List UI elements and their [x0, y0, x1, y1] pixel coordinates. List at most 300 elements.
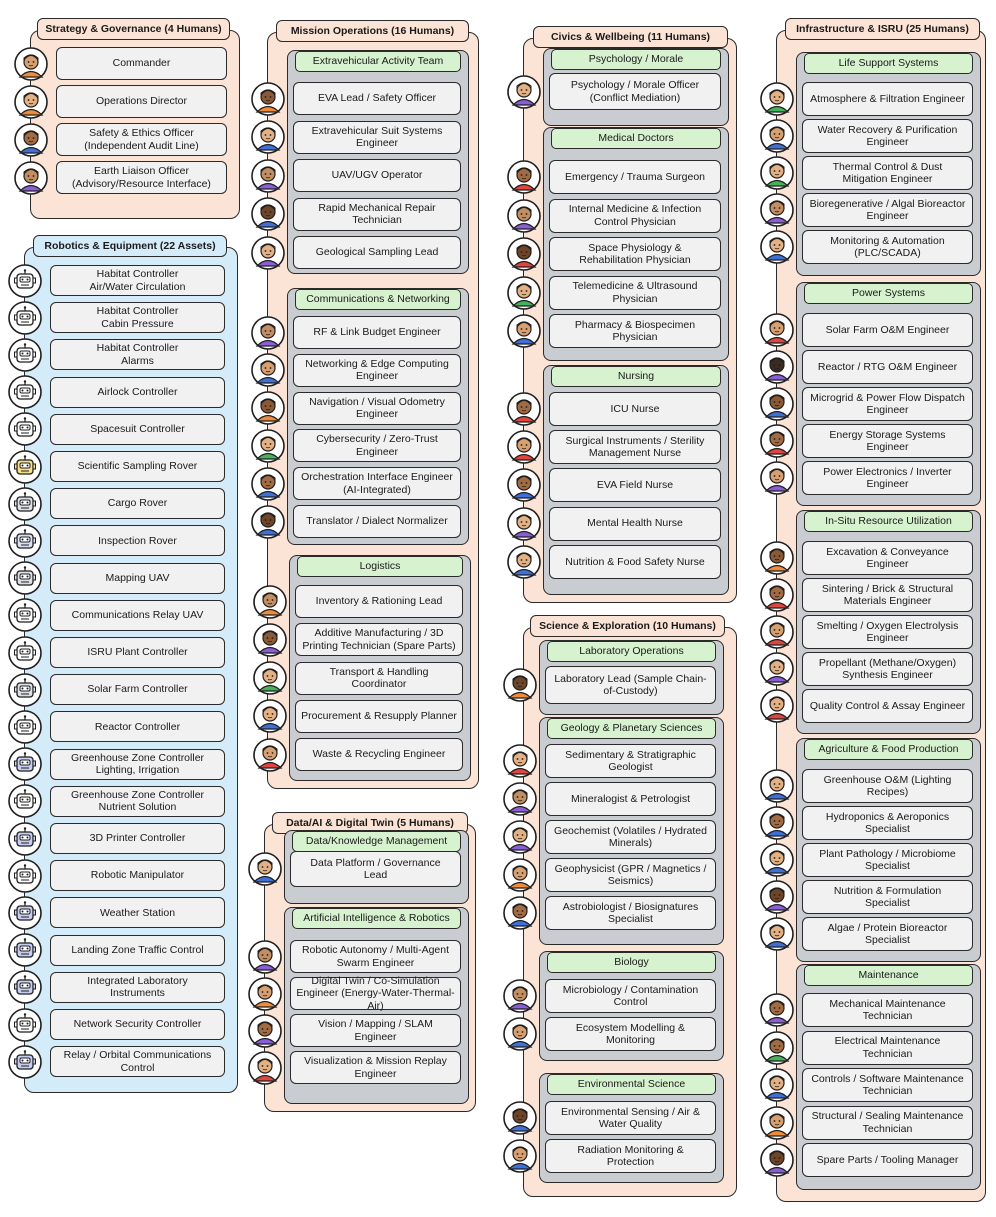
section-title: Mission Operations (16 Humans) [276, 20, 469, 42]
role-card [802, 806, 973, 840]
person-avatar-icon [503, 896, 537, 930]
role-label: Greenhouse O&M (Lighting Recipes) [823, 773, 952, 798]
person-avatar-icon [507, 75, 541, 109]
group-title: In-Situ Resource Utilization [804, 511, 973, 532]
role-card [50, 749, 225, 780]
person-avatar-icon [503, 1101, 537, 1135]
robot-avatar-icon [8, 598, 42, 632]
group-title: Environmental Science [547, 1074, 716, 1095]
person-avatar-icon [507, 545, 541, 579]
role-label: Safety & Ethics Officer (Independent Audit Line) [84, 127, 199, 152]
group-title: Agriculture & Food Production [804, 739, 973, 760]
role-label: Laboratory Lead (Sample Chain- of-Custody) [554, 672, 707, 697]
role-card [802, 843, 973, 877]
person-avatar-icon [248, 1051, 282, 1085]
role-label: Operations Director [95, 95, 188, 108]
role-label: Controls / Software Maintenance Technician [811, 1072, 964, 1097]
section-title: Infrastructure & ISRU (25 Humans) [785, 18, 980, 40]
role-card [50, 1009, 225, 1040]
role-label: RF & Link Budget Engineer [313, 326, 441, 339]
group-title: Logistics [297, 556, 463, 577]
role-card [549, 199, 721, 233]
role-label: Habitat Controller Alarms [96, 342, 179, 367]
group-title: Laboratory Operations [547, 641, 716, 662]
role-label: Weather Station [99, 906, 176, 919]
person-avatar-icon [251, 236, 285, 270]
role-card [802, 424, 973, 458]
role-label: Network Security Controller [73, 1018, 202, 1031]
person-avatar-icon [253, 623, 287, 657]
person-avatar-icon [760, 424, 794, 458]
role-card [802, 917, 973, 951]
person-avatar-icon [253, 661, 287, 695]
role-card [56, 85, 227, 118]
person-avatar-icon [248, 1014, 282, 1048]
person-avatar-icon [253, 585, 287, 619]
role-label: UAV/UGV Operator [331, 169, 423, 182]
role-card [802, 541, 973, 575]
role-card [549, 468, 721, 502]
role-label: Rapid Mechanical Repair Technician [318, 201, 436, 226]
person-avatar-icon [507, 237, 541, 271]
role-card [50, 1046, 225, 1077]
role-card [802, 769, 973, 803]
person-avatar-icon [760, 917, 794, 951]
robot-avatar-icon [8, 450, 42, 484]
person-avatar-icon [760, 806, 794, 840]
role-label: Additive Manufacturing / 3D Printing Technician (Spare Parts) [302, 627, 456, 652]
person-avatar-icon [503, 744, 537, 778]
role-card [802, 993, 973, 1027]
role-card [549, 545, 721, 579]
role-label: Atmosphere & Filtration Engineer [810, 92, 965, 105]
robot-avatar-icon [8, 859, 42, 893]
person-avatar-icon [507, 160, 541, 194]
role-label: Navigation / Visual Odometry Engineer [309, 395, 445, 421]
role-card [802, 82, 973, 116]
role-label: Structural / Sealing Maintenance Technician [811, 1110, 964, 1135]
role-card [50, 414, 225, 445]
role-card [293, 429, 461, 462]
role-label: Geochemist (Volatiles / Hydrated Minerals) [554, 824, 707, 849]
person-avatar-icon [14, 161, 48, 195]
section-title: Robotics & Equipment (22 Assets) [33, 235, 227, 257]
role-label: Habitat Controller Cabin Pressure [96, 305, 179, 330]
role-card [802, 313, 973, 347]
role-label: ICU Nurse [610, 402, 660, 415]
robot-avatar-icon [8, 636, 42, 670]
role-label: EVA Lead / Safety Officer [317, 92, 437, 105]
role-label: Mineralogist & Petrologist [570, 792, 691, 805]
role-card [295, 738, 463, 771]
person-avatar-icon [760, 1068, 794, 1102]
role-label: Inventory & Rationing Lead [315, 595, 443, 608]
role-label: Orchestration Interface Engineer (AI-Integrated) [301, 471, 453, 496]
person-avatar-icon [507, 468, 541, 502]
role-card [293, 467, 461, 500]
person-avatar-icon [251, 429, 285, 463]
role-label: Mapping UAV [105, 571, 170, 584]
role-card [50, 265, 225, 296]
robot-avatar-icon [8, 487, 42, 521]
robot-avatar-icon [8, 561, 42, 595]
role-label: Nutrition & Formulation Specialist [833, 884, 942, 909]
role-card [50, 711, 225, 742]
role-card [545, 782, 716, 816]
role-label: EVA Field Nurse [596, 479, 674, 492]
section-title: Data/AI & Digital Twin (5 Humans) [272, 812, 468, 834]
role-card [545, 979, 716, 1013]
role-card [545, 666, 716, 704]
person-avatar-icon [503, 782, 537, 816]
role-label: Geological Sampling Lead [315, 246, 439, 259]
role-card [545, 1101, 716, 1135]
role-label: Environmental Sensing / Air & Water Quality [561, 1105, 700, 1130]
role-card [50, 488, 225, 519]
person-avatar-icon [503, 668, 537, 702]
role-label: Inspection Rover [98, 534, 177, 547]
robot-avatar-icon [8, 301, 42, 335]
role-card [50, 339, 225, 370]
robot-avatar-icon [8, 710, 42, 744]
role-card [549, 276, 721, 310]
person-avatar-icon [507, 392, 541, 426]
role-card [549, 237, 721, 271]
person-avatar-icon [760, 689, 794, 723]
role-label: Communications Relay UAV [71, 609, 204, 622]
role-card [293, 82, 461, 115]
role-card [50, 563, 225, 594]
person-avatar-icon [14, 123, 48, 157]
role-card [295, 662, 463, 695]
role-card [802, 230, 973, 264]
role-card [50, 674, 225, 705]
role-card [545, 744, 716, 778]
person-avatar-icon [251, 82, 285, 116]
person-avatar-icon [760, 993, 794, 1027]
role-card [293, 316, 461, 349]
robot-avatar-icon [8, 822, 42, 856]
robot-avatar-icon [8, 933, 42, 967]
role-label: Internal Medicine & Infection Control Physician [568, 203, 702, 228]
person-avatar-icon [251, 353, 285, 387]
role-card [549, 314, 721, 348]
role-label: Emergency / Trauma Surgeon [564, 170, 706, 183]
person-avatar-icon [248, 977, 282, 1011]
role-label: Cargo Rover [107, 497, 168, 510]
role-label: Relay / Orbital Communications Control [63, 1049, 212, 1074]
robot-avatar-icon [8, 375, 42, 409]
role-card [293, 198, 461, 231]
group-title: Psychology / Morale [551, 49, 721, 70]
role-card [50, 600, 225, 631]
role-label: Sintering / Brick & Structural Materials Engineer [821, 582, 954, 607]
person-avatar-icon [760, 230, 794, 264]
role-card [50, 823, 225, 854]
robot-avatar-icon [8, 784, 42, 818]
person-avatar-icon [503, 1139, 537, 1173]
person-avatar-icon [760, 578, 794, 612]
person-avatar-icon [503, 979, 537, 1013]
role-card [549, 507, 721, 541]
person-avatar-icon [251, 467, 285, 501]
role-label: Transport & Handling Coordinator [329, 665, 429, 691]
role-card [50, 525, 225, 556]
role-card [545, 1017, 716, 1051]
role-label: Bioregenerative / Algal Bioreactor Engineer [809, 197, 966, 222]
role-card [545, 896, 716, 930]
role-label: Earth Liaison Officer (Advisory/Resource Interface) [72, 165, 211, 190]
role-label: Microbiology / Contamination Control [562, 983, 699, 1008]
person-avatar-icon [760, 313, 794, 347]
person-avatar-icon [248, 852, 282, 886]
role-label: Extravehicular Suit Systems Engineer [311, 124, 443, 149]
role-label: Mechanical Maintenance Technician [829, 997, 946, 1022]
robot-avatar-icon [8, 747, 42, 781]
person-avatar-icon [507, 430, 541, 464]
role-label: Solar Farm O&M Engineer [825, 323, 950, 336]
role-card [802, 652, 973, 686]
robot-avatar-icon [8, 970, 42, 1004]
role-label: Hydroponics & Aeroponics Specialist [825, 810, 950, 835]
role-card [290, 1051, 461, 1084]
person-avatar-icon [760, 82, 794, 116]
role-label: Radiation Monitoring & Protection [577, 1143, 684, 1168]
role-card [549, 160, 721, 194]
role-card [802, 119, 973, 153]
role-label: Reactor Controller [94, 720, 181, 733]
role-label: Reactor / RTG O&M Engineer [817, 360, 958, 373]
role-label: Electrical Maintenance Technician [834, 1035, 941, 1060]
role-label: Space Physiology & Rehabilitation Physician [579, 241, 691, 266]
person-avatar-icon [760, 193, 794, 227]
person-avatar-icon [14, 85, 48, 119]
role-label: Landing Zone Traffic Control [71, 943, 204, 956]
role-card [802, 193, 973, 227]
person-avatar-icon [760, 387, 794, 421]
person-avatar-icon [503, 1017, 537, 1051]
group-title: Communications & Networking [295, 289, 461, 310]
person-avatar-icon [760, 156, 794, 190]
role-label: Sedimentary & Stratigraphic Geologist [565, 748, 696, 773]
role-card [295, 585, 463, 618]
role-card [50, 860, 225, 891]
person-avatar-icon [760, 769, 794, 803]
person-avatar-icon [760, 843, 794, 877]
role-label: Quality Control & Assay Engineer [809, 699, 966, 712]
role-card [290, 974, 461, 1012]
group-title: Nursing [551, 366, 721, 387]
role-label: Robotic Autonomy / Multi-Agent Swarm Engineer [301, 944, 450, 969]
person-avatar-icon [760, 350, 794, 384]
role-card [50, 786, 225, 817]
role-card [545, 858, 716, 892]
role-label: Water Recovery & Purification Engineer [817, 123, 958, 148]
person-avatar-icon [251, 120, 285, 154]
person-avatar-icon [507, 314, 541, 348]
role-card [50, 972, 225, 1003]
role-card [56, 161, 227, 194]
role-card [549, 392, 721, 426]
person-avatar-icon [251, 391, 285, 425]
role-label: Networking & Edge Computing Engineer [305, 357, 449, 383]
role-card [802, 156, 973, 190]
role-card [293, 121, 461, 154]
person-avatar-icon [251, 197, 285, 231]
role-label: Mental Health Nurse [587, 517, 683, 530]
group-title: Medical Doctors [551, 128, 721, 149]
role-label: Translator / Dialect Normalizer [306, 515, 448, 528]
role-card [549, 430, 721, 464]
role-label: ISRU Plant Controller [87, 646, 188, 659]
role-label: Surgical Instruments / Sterility Management Nurse [565, 434, 705, 460]
role-label: Habitat Controller Air/Water Circulation [89, 268, 186, 293]
role-card [802, 387, 973, 421]
group-title: Power Systems [804, 283, 973, 304]
role-card [50, 451, 225, 482]
role-label: Plant Pathology / Microbiome Specialist [819, 847, 956, 872]
role-card [50, 377, 225, 408]
role-label: Telemedicine & Ultrasound Physician [572, 280, 698, 305]
role-label: Ecosystem Modelling & Monitoring [575, 1021, 686, 1046]
section-title: Strategy & Governance (4 Humans) [37, 18, 230, 40]
section-title: Civics & Wellbeing (11 Humans) [533, 26, 728, 48]
person-avatar-icon [760, 1031, 794, 1065]
robot-avatar-icon [8, 1045, 42, 1079]
role-card [50, 637, 225, 668]
role-card [295, 623, 463, 656]
role-card [802, 461, 973, 495]
role-label: Visualization & Mission Replay Engineer [304, 1055, 447, 1080]
role-card [56, 123, 227, 156]
role-label: Greenhouse Zone Controller Lighting, Irrigation [70, 751, 205, 777]
person-avatar-icon [760, 119, 794, 153]
role-label: Commander [112, 57, 171, 70]
role-card [802, 615, 973, 649]
group-title: Artificial Intelligence & Robotics [292, 908, 461, 929]
role-card [290, 1014, 461, 1047]
role-label: Solar Farm Controller [87, 683, 188, 696]
person-avatar-icon [760, 652, 794, 686]
person-avatar-icon [507, 276, 541, 310]
role-card [50, 897, 225, 928]
role-label: Monitoring & Automation (PLC/SCADA) [830, 234, 945, 259]
role-label: Robotic Manipulator [90, 869, 185, 882]
role-label: Digital Twin / Co-Simulation Engineer (Energy-Water-Thermal- Air) [296, 974, 455, 1012]
role-label: Greenhouse Zone Controller Nutrient Solution [70, 788, 205, 814]
person-avatar-icon [760, 461, 794, 495]
role-label: Power Electronics / Inverter Engineer [823, 465, 952, 490]
robot-avatar-icon [8, 524, 42, 558]
person-avatar-icon [760, 1106, 794, 1140]
role-label: Pharmacy & Biospecimen Physician [574, 318, 696, 343]
role-card [50, 935, 225, 966]
role-card [802, 1031, 973, 1065]
person-avatar-icon [760, 880, 794, 914]
role-card [545, 820, 716, 854]
person-avatar-icon [253, 738, 287, 772]
group-title: Maintenance [804, 965, 973, 986]
robot-avatar-icon [8, 673, 42, 707]
role-card [802, 1068, 973, 1102]
group-title: Life Support Systems [804, 53, 973, 74]
role-label: 3D Printer Controller [89, 832, 186, 845]
group-title: Data/Knowledge Management [292, 831, 461, 852]
robot-avatar-icon [8, 412, 42, 446]
person-avatar-icon [503, 858, 537, 892]
role-label: Microgrid & Power Flow Dispatch Engineer [810, 391, 965, 416]
person-avatar-icon [251, 505, 285, 539]
person-avatar-icon [760, 615, 794, 649]
role-label: Vision / Mapping / SLAM Engineer [318, 1018, 433, 1043]
role-label: Waste & Recycling Engineer [312, 748, 446, 761]
role-card [802, 1143, 973, 1177]
role-label: Scientific Sampling Rover [77, 460, 198, 473]
group-title: Extravehicular Activity Team [295, 51, 461, 72]
role-card [545, 1139, 716, 1173]
person-avatar-icon [251, 316, 285, 350]
role-card [802, 689, 973, 723]
person-avatar-icon [248, 940, 282, 974]
role-card [293, 236, 461, 269]
role-card [549, 73, 721, 110]
role-card [290, 940, 461, 973]
role-card [802, 1106, 973, 1140]
role-label: Spacesuit Controller [90, 423, 185, 436]
robot-avatar-icon [8, 338, 42, 372]
person-avatar-icon [760, 1143, 794, 1177]
person-avatar-icon [503, 820, 537, 854]
role-label: Smelting / Oxygen Electrolysis Engineer [816, 619, 959, 644]
role-card [295, 700, 463, 733]
role-label: Energy Storage Systems Engineer [829, 428, 946, 453]
role-card [50, 302, 225, 333]
person-avatar-icon [507, 199, 541, 233]
person-avatar-icon [251, 159, 285, 193]
role-card [290, 851, 461, 887]
person-avatar-icon [253, 699, 287, 733]
robot-avatar-icon [8, 896, 42, 930]
robot-avatar-icon [8, 264, 42, 298]
robot-avatar-icon [8, 1008, 42, 1042]
role-card [802, 350, 973, 384]
role-card [293, 392, 461, 425]
role-card [293, 159, 461, 192]
role-label: Propellant (Methane/Oxygen) Synthesis Engineer [818, 656, 957, 681]
role-card [802, 880, 973, 914]
role-label: Data Platform / Governance Lead [310, 856, 441, 881]
role-label: Astrobiologist / Biosignatures Specialist [562, 900, 699, 925]
role-label: Psychology / Morale Officer (Conflict Mediation) [570, 79, 700, 104]
person-avatar-icon [507, 507, 541, 541]
role-label: Thermal Control & Dust Mitigation Engineer [832, 160, 943, 185]
role-label: Geophysicist (GPR / Magnetics / Seismics) [554, 862, 707, 887]
section-panel-robotics-equipment-22-assets [24, 247, 238, 1093]
role-card [293, 354, 461, 387]
role-label: Airlock Controller [97, 385, 178, 398]
group-title: Geology & Planetary Sciences [547, 718, 716, 739]
role-label: Integrated Laboratory Instruments [87, 974, 188, 1000]
section-title: Science & Exploration (10 Humans) [530, 615, 725, 637]
role-label: Spare Parts / Tooling Manager [816, 1153, 959, 1166]
role-label: Excavation & Conveyance Engineer [826, 545, 949, 570]
person-avatar-icon [760, 541, 794, 575]
role-label: Cybersecurity / Zero-Trust Engineer [316, 433, 438, 458]
role-label: Algae / Protein Bioreactor Specialist [827, 921, 948, 946]
role-label: Procurement & Resupply Planner [301, 710, 457, 723]
group-title: Biology [547, 952, 716, 973]
role-card [293, 505, 461, 538]
